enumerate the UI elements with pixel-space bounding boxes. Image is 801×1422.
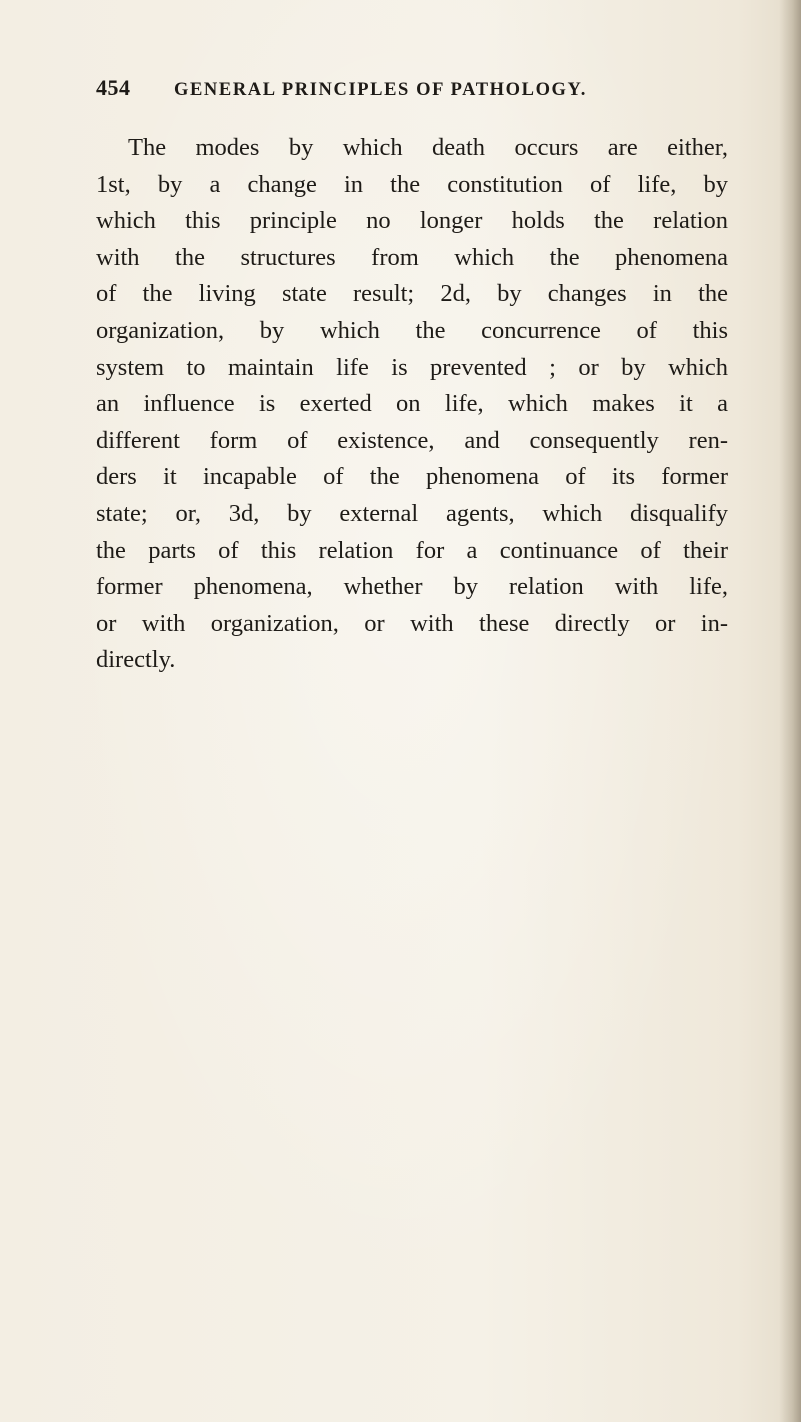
text-line: state; or, 3d, by external agents, which disqualify	[96, 499, 728, 527]
text-line: ders it incapable of the phenomena of its former	[96, 463, 728, 491]
page-number: 454	[96, 75, 131, 100]
text-line: which this principle no longer holds the relation	[96, 207, 728, 235]
text-line: former phenomena, whether by relation with life,	[96, 573, 728, 601]
text-line: organization, by which the concurrence of this	[96, 316, 728, 344]
text-line: 1st, by a change in the constitution of life, by	[96, 170, 728, 198]
running-title: GENERAL PRINCIPLES OF PATHOLOGY.	[174, 80, 588, 100]
text-line: The modes by which death occurs are either,	[128, 134, 728, 161]
text-line: directly.	[96, 646, 176, 674]
text-line: with the structures from which the phenomena	[96, 243, 728, 271]
text-line: the parts of this relation for a continuance of their	[96, 536, 728, 564]
text-line: system to maintain life is prevented ; or by which	[96, 353, 728, 381]
paragraph	[96, 130, 728, 679]
text-line: different form of existence, and consequently ren-	[96, 426, 728, 454]
text-line: or with organization, or with these directly or in-	[96, 609, 728, 637]
page-edge-shadow	[779, 0, 801, 1422]
text-line: an influence is exerted on life, which makes it a	[96, 390, 728, 418]
running-head	[96, 75, 736, 109]
text-line: of the living state result; 2d, by changes in the	[96, 280, 728, 308]
